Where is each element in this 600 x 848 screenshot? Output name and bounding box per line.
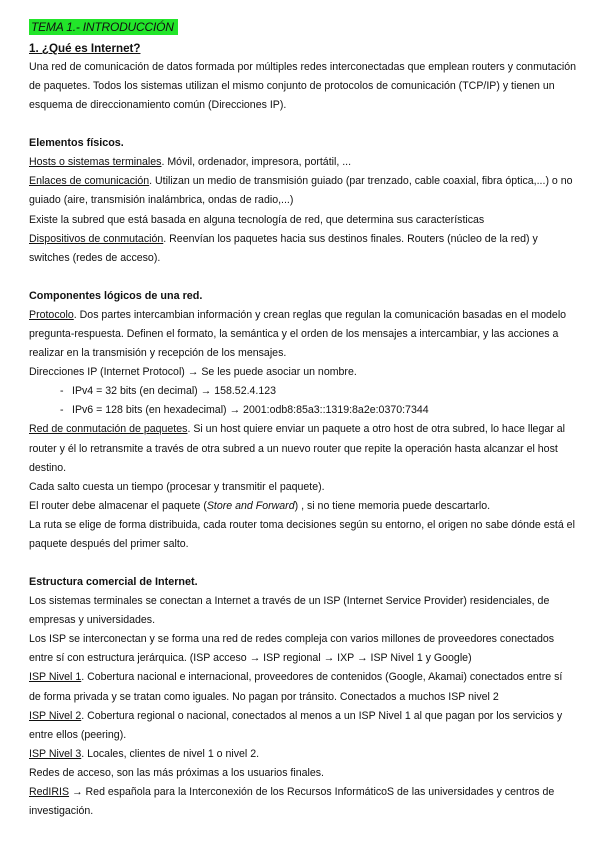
packet-switching-text: . Si un host quiere enviar un paquete a otro host de otra subred, lo hace llegar al router y él lo retransmite a través de otra subred a un nuevo router que repite la operación hasta alcanzar el host destino. bbox=[29, 423, 565, 474]
subnet-paragraph: Existe la subred que está basada en alguna tecnología de red, que determina sus características bbox=[29, 213, 485, 226]
hosts-text: . Móvil, ordenador, impresora, portátil, ... bbox=[161, 156, 352, 169]
chapter-label: TEMA 1.- INTRODUCCIÓN bbox=[29, 19, 178, 35]
ip-list bbox=[29, 382, 577, 420]
hosts-paragraph bbox=[29, 153, 577, 172]
document-content bbox=[29, 19, 577, 821]
hop-paragraph: Cada salto cuesta un tiempo (procesar y transmitir el paquete). bbox=[29, 480, 325, 493]
switching-text: . Reenvían los paquetes hacia sus destinos finales. Routers (núcleo de la red) y switches (redes de acceso). bbox=[29, 232, 538, 264]
physical-elements-heading: Elementos físicos. bbox=[29, 137, 124, 150]
spacer bbox=[29, 115, 577, 134]
store-forward-post: ) , si no tiene memoria puede descartarlo. bbox=[294, 499, 491, 512]
protocol-paragraph bbox=[29, 306, 577, 363]
section-title: 1. ¿Qué es Internet? bbox=[29, 42, 141, 55]
isp-tier3-text: . Locales, clientes de nivel 1 o nivel 2. bbox=[81, 747, 260, 760]
protocol-text: . Dos partes intercambian información y crean reglas que regulan la comunicación basadas en el modelo pregunta-respuesta. Definen el formato, la semántica y el orden de los mensajes a intercambiar, y las acciones a realizar en la transmisión y recepción de los mensajes. bbox=[29, 308, 567, 360]
store-forward-paragraph bbox=[29, 497, 577, 516]
ip-paragraph: Direcciones IP (Internet Protocol) → Se les puede asociar un nombre. bbox=[29, 366, 357, 379]
access-networks-paragraph: Redes de acceso, son las más próximas a los usuarios finales. bbox=[29, 766, 325, 779]
links-term: Enlaces de comunicación bbox=[29, 175, 150, 188]
switching-paragraph bbox=[29, 230, 577, 268]
list-item: - IPv4 = 32 bits (en decimal) → 158.52.4.123 bbox=[60, 382, 577, 401]
list-item: - IPv6 = 128 bits (en hexadecimal) → 2001:odb8:85a3::1319:8a2e:0370:7344 bbox=[60, 401, 577, 420]
isp-tier1-paragraph bbox=[29, 668, 577, 706]
isp-tier2-term: ISP Nivel 2 bbox=[29, 709, 82, 722]
hosts-term: Hosts o sistemas terminales bbox=[29, 156, 162, 169]
links-text: . Utilizan un medio de transmisión guiado (par trenzado, cable coaxial, fibra óptica,...) o no guiado (aire, transmisión inalámbrica, ondas de radio,...) bbox=[29, 175, 573, 207]
rediris-text: → Red española para la Interconexión de los Recursos InformáticoS de las universidades y centros de investigación. bbox=[29, 786, 555, 818]
isp-tier2-paragraph bbox=[29, 707, 577, 745]
logical-components-heading: Componentes lógicos de una red. bbox=[29, 289, 203, 302]
isp-tier2-text: . Cobertura regional o nacional, conectados al menos a un ISP Nivel 1 al que pagan por los servicios y entre ellos (peering). bbox=[29, 709, 563, 741]
isp-hierarchy-paragraph: Los ISP se interconectan y se forma una red de redes compleja con varios millones de proveedores conectados entre sí con estructura jerárquica. (ISP acceso → ISP regional → IXP → ISP Nivel 1 y Google) bbox=[29, 633, 555, 665]
isp-tier3-term: ISP Nivel 3 bbox=[29, 747, 82, 760]
intro-paragraph: Una red de comunicación de datos formada por múltiples redes interconectadas que emplean routers y conmutación de paquetes. Todos los sistemas utilizan el mismo conjunto de protocolos de comunicación (TCP/IP) y tienen un esquema de direccionamiento común (Direcciones IP). bbox=[29, 61, 577, 112]
isp-tier1-text: . Cobertura nacional e internacional, proveedores de contenidos (Google, Akamai) conectados entre sí de forma privada y se tratan como iguales. No pagan por tránsito. Conectados a muchos ISP nivel 2 bbox=[29, 671, 563, 703]
packet-switching-paragraph bbox=[29, 420, 577, 477]
isp-tier3-paragraph bbox=[29, 745, 577, 764]
spacer bbox=[29, 554, 577, 573]
terminal-systems-paragraph: Los sistemas terminales se conectan a Internet a través de un ISP (Internet Service Provider) residenciales, de empresas y universidades. bbox=[29, 595, 550, 627]
rediris-paragraph bbox=[29, 783, 577, 821]
rediris-term: RedIRIS bbox=[29, 786, 70, 798]
packet-switching-term: Red de conmutación de paquetes bbox=[29, 423, 188, 436]
isp-tier1-term: ISP Nivel 1 bbox=[29, 671, 82, 684]
links-paragraph bbox=[29, 172, 577, 210]
store-forward-term: Store and Forward bbox=[206, 499, 295, 512]
switching-term: Dispositivos de conmutación bbox=[29, 232, 164, 245]
protocol-term: Protocolo bbox=[29, 308, 74, 321]
commercial-structure-heading: Estructura comercial de Internet. bbox=[29, 576, 198, 589]
store-forward-pre: El router debe almacenar el paquete ( bbox=[29, 499, 207, 512]
spacer bbox=[29, 268, 577, 287]
route-paragraph: La ruta se elige de forma distribuida, cada router toma decisiones según su entorno, el origen no sabe dónde está el paquete después del primer salto. bbox=[29, 518, 575, 550]
